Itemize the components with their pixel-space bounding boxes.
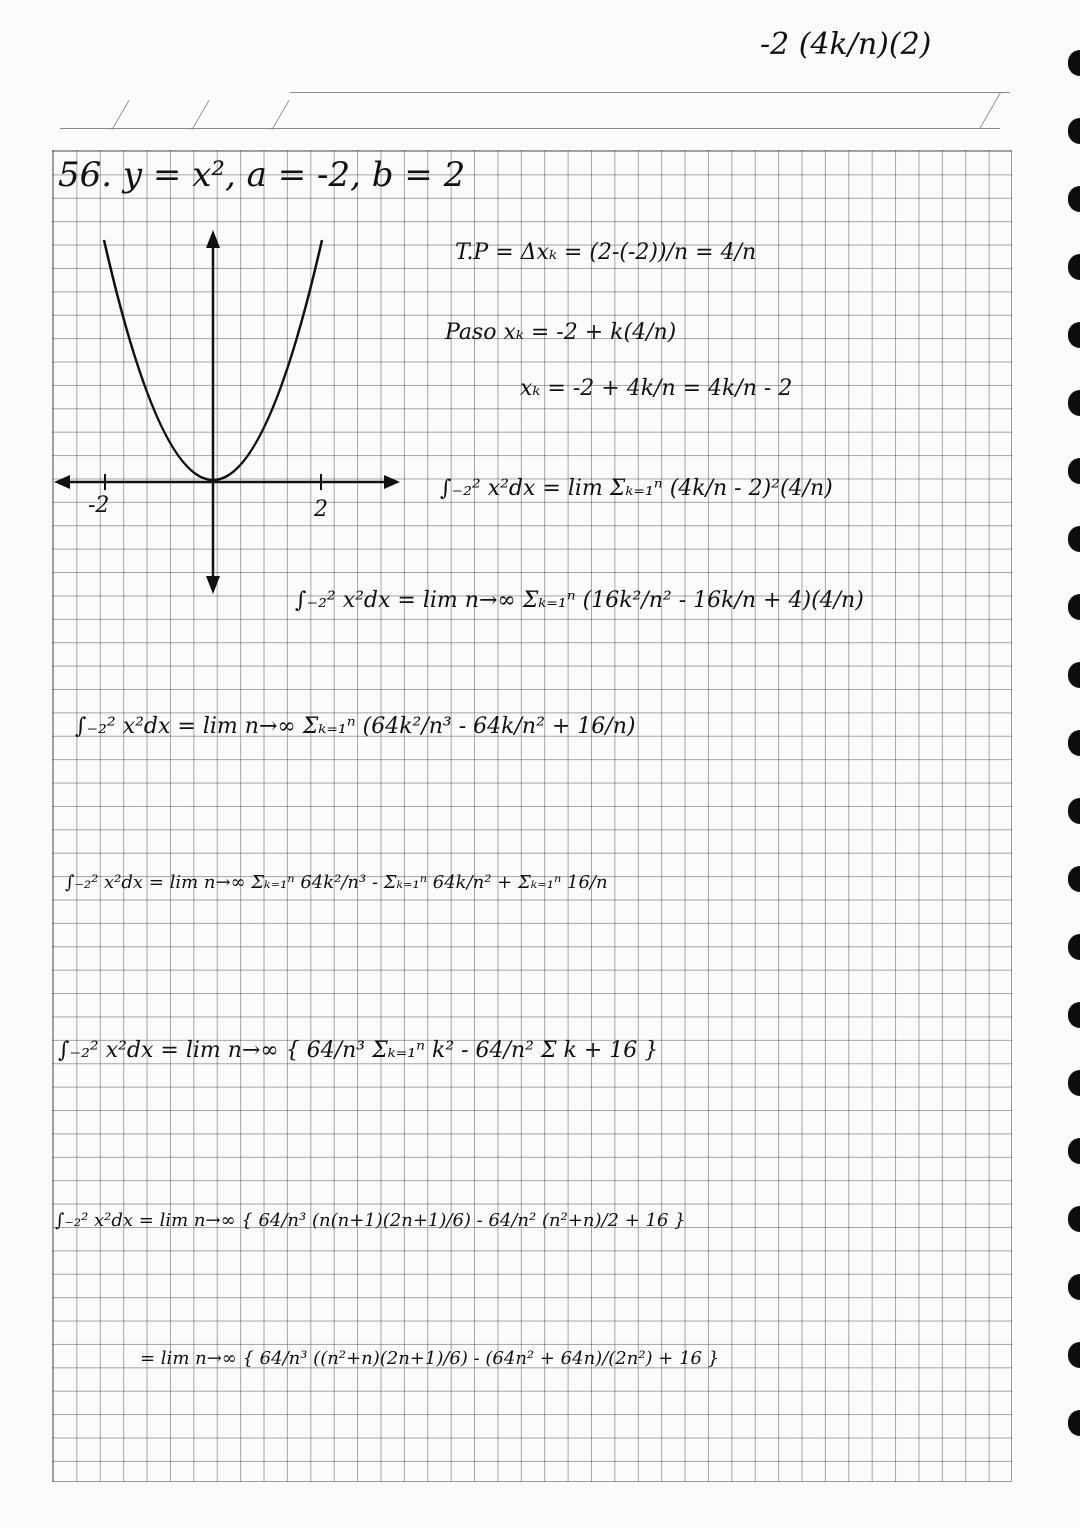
binder-hole: [1068, 118, 1080, 144]
header-tick: [111, 100, 129, 130]
binder-hole: [1068, 322, 1080, 348]
binder-hole: [1068, 662, 1080, 688]
step-integral-2: ∫₋₂² x²dx = lim n→∞ Σₖ₌₁ⁿ (16k²/n² - 16k/n + 4)(4/n): [295, 588, 864, 613]
step-integral-3: ∫₋₂² x²dx = lim n→∞ Σₖ₌₁ⁿ (64k²/n³ - 64k/n² + 16/n): [75, 714, 636, 739]
binder-hole: [1068, 1410, 1080, 1436]
binder-hole: [1068, 866, 1080, 892]
x-label-pos: 2: [314, 497, 328, 522]
corner-note: -2 (4k/n)(2): [760, 27, 932, 62]
step-integral-1: ∫₋₂² x²dx = lim Σₖ₌₁ⁿ (4k/n - 2)²(4/n): [440, 476, 833, 501]
y-axis-arrow-down: [206, 576, 220, 594]
header-tick: [980, 92, 1002, 128]
step-paso: Paso xₖ = -2 + k(4/n): [445, 320, 677, 345]
binder-hole: [1068, 186, 1080, 212]
binder-hole: [1068, 1342, 1080, 1368]
y-axis-arrow-up: [206, 230, 220, 248]
step-tp: T.P = Δxₖ = (2-(-2))/n = 4/n: [455, 240, 757, 265]
x-axis-arrow-left: [54, 475, 70, 489]
binder-hole: [1068, 50, 1080, 76]
step-integral-7: = lim n→∞ { 64/n³ ((n²+n)(2n+1)/6) - (64n² + 64n)/(2n²) + 16 }: [140, 1348, 720, 1369]
header-tick: [271, 100, 289, 130]
binder-hole: [1068, 934, 1080, 960]
binder-hole: [1068, 1002, 1080, 1028]
step-xk: xₖ = -2 + 4k/n = 4k/n - 2: [520, 376, 793, 401]
problem-label: 56. y = x², a = -2, b = 2: [58, 155, 466, 195]
binder-hole: [1068, 594, 1080, 620]
header-tick: [191, 100, 209, 130]
binder-hole: [1068, 1274, 1080, 1300]
binder-hole: [1068, 254, 1080, 280]
header-line: [60, 128, 1000, 129]
step-integral-5: ∫₋₂² x²dx = lim n→∞ { 64/n³ Σₖ₌₁ⁿ k² - 64/n² Σ k + 16 }: [58, 1038, 659, 1063]
binder-hole: [1068, 798, 1080, 824]
binder-hole: [1068, 526, 1080, 552]
parabola-graph: [40, 220, 460, 600]
binder-hole: [1068, 1206, 1080, 1232]
step-integral-6: ∫₋₂² x²dx = lim n→∞ { 64/n³ (n(n+1)(2n+1)/6) - 64/n² (n²+n)/2 + 16 }: [55, 1210, 686, 1231]
binder-hole: [1068, 390, 1080, 416]
binder-hole: [1068, 730, 1080, 756]
binder-hole: [1068, 1138, 1080, 1164]
binder-hole: [1068, 458, 1080, 484]
x-axis-arrow-right: [384, 475, 400, 489]
step-integral-4: ∫₋₂² x²dx = lim n→∞ Σₖ₌₁ⁿ 64k²/n³ - Σₖ₌₁ⁿ 64k/n² + Σₖ₌₁ⁿ 16/n: [65, 872, 608, 893]
header-line: [290, 92, 1010, 93]
binder-hole: [1068, 1070, 1080, 1096]
x-label-neg: -2: [88, 493, 110, 518]
